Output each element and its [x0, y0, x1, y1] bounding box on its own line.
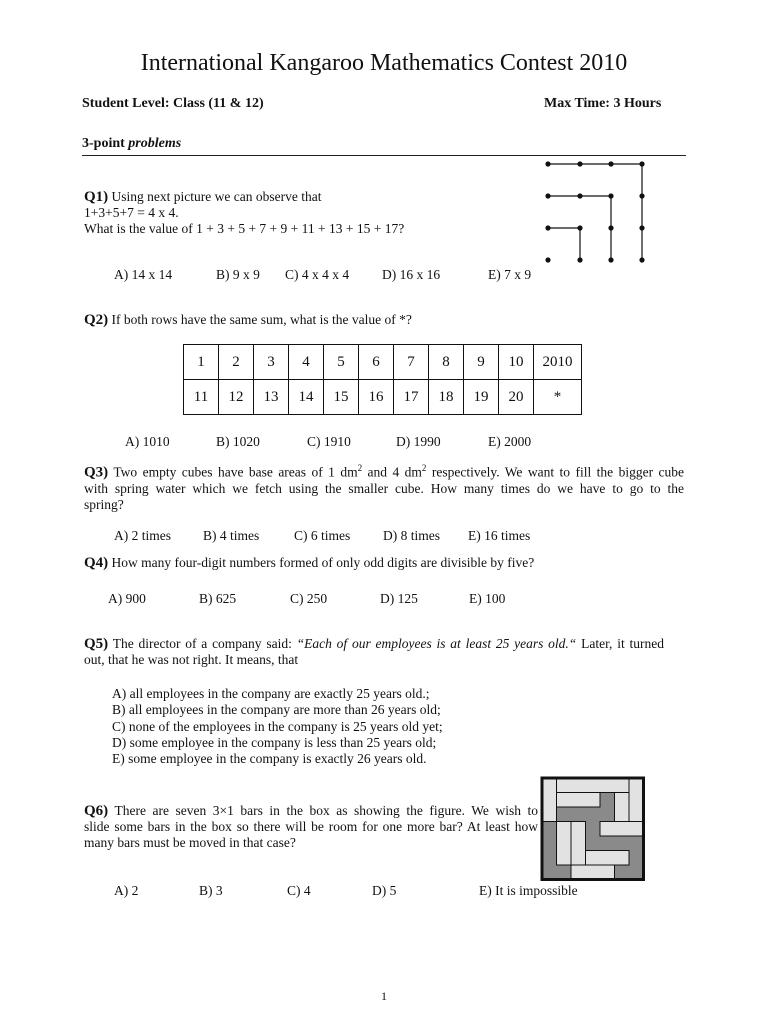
q3-text-c: respectively. We want to fill the bigger cube: [426, 464, 684, 480]
q6-option-d: D) 5: [372, 883, 397, 898]
q2-table-cell: 18: [429, 380, 464, 415]
bar: [557, 793, 601, 808]
q5-option-c: C) none of the employees in the company is 25 years old yet;: [112, 718, 443, 734]
q5-options: [112, 686, 443, 767]
q5-option-d: D) some employee in the company is less than 25 years old;: [112, 734, 437, 750]
q6-option-c: C) 4: [287, 883, 311, 898]
q5-line2: out, that he was not right. It means, that: [84, 652, 299, 667]
q4-number: Q4): [84, 555, 109, 571]
q2-table-cell: 9: [464, 345, 499, 380]
dot: [608, 161, 613, 166]
q5-quote: “Each of our employees is at least 25 years old.“: [296, 636, 577, 651]
q2-table-cell: 4: [289, 345, 324, 380]
q2-table-cell: 2010: [534, 345, 582, 380]
dot: [577, 225, 582, 230]
q3-line3: spring?: [84, 496, 124, 512]
q1-block: [84, 189, 404, 237]
q4-option-c: C) 250: [290, 591, 328, 606]
q3-option-e: E) 16 times: [468, 528, 531, 543]
q4-option-e: E) 100: [469, 591, 506, 606]
q2-table: [183, 344, 582, 415]
q1-option-c: C) 4 x 4 x 4: [285, 267, 350, 282]
q1-line3: What is the value of 1 + 3 + 5 + 7 + 9 + 11 + 13 + 15 + 17?: [84, 221, 405, 236]
q2-table-cell: 7: [394, 345, 429, 380]
dot: [545, 257, 550, 262]
section-heading: [82, 136, 181, 152]
q1-line2: 1+3+5+7 = 4 x 4.: [84, 205, 179, 220]
q2-table-cell: 10: [499, 345, 534, 380]
dot: [577, 161, 582, 166]
page-number: 1: [381, 989, 387, 1003]
q1-dot-figure: [540, 156, 650, 268]
dot: [545, 161, 550, 166]
q3-text-a: Two empty cubes have base areas of 1 dm: [113, 464, 358, 480]
q2-table-cell: 8: [429, 345, 464, 380]
q2-table-cell: 20: [499, 380, 534, 415]
bar: [600, 822, 644, 837]
q2-table-cell: 17: [394, 380, 429, 415]
dot: [639, 225, 644, 230]
q5-option-e: E) some employee in the company is exactly 26 years old.: [112, 751, 427, 767]
q5-number: Q5): [84, 636, 109, 652]
q2-table-cell: 19: [464, 380, 499, 415]
q6-line3: many bars must be moved in that case?: [84, 835, 296, 850]
q3-option-a: A) 2 times: [114, 528, 171, 543]
q2-table-cell: 11: [184, 380, 219, 415]
q2-table-cell: 16: [359, 380, 394, 415]
bar: [571, 822, 586, 866]
q3-sup2: 2: [421, 463, 427, 473]
bar: [586, 851, 630, 866]
q3-text-b: and 4 dm: [362, 464, 422, 480]
q6-line2: slide some bars in the box so there will be room for one more bar? At least how: [84, 819, 538, 834]
q4-option-a: A) 900: [108, 591, 146, 606]
q1-option-a: A) 14 x 14: [114, 267, 173, 282]
q3-number: Q3): [84, 464, 109, 481]
q3-line2: with spring water which we fetch using the smaller cube. How many times do we have to go to the: [84, 480, 684, 496]
dot: [577, 257, 582, 262]
dot: [608, 257, 613, 262]
q2-table-cell: 5: [324, 345, 359, 380]
q2-number: Q2): [84, 312, 109, 328]
q1-option-d: D) 16 x 16: [382, 267, 441, 282]
q2-table-cell: 14: [289, 380, 324, 415]
dot: [608, 193, 613, 198]
q6-number: Q6): [84, 803, 109, 819]
q2-option-c: C) 1910: [307, 434, 351, 449]
document-title: International Kangaroo Mathematics Contest 2010: [140, 50, 628, 76]
q2-option-d: D) 1990: [396, 434, 441, 449]
q2-table-row-2: [184, 380, 582, 415]
bar: [542, 778, 557, 822]
q1-option-b: B) 9 x 9: [216, 267, 260, 282]
q2-table-cell: 1: [184, 345, 219, 380]
q6-option-b: B) 3: [199, 883, 223, 898]
bar: [557, 822, 572, 866]
q2-table-cell: *: [534, 380, 582, 415]
q1-option-e: E) 7 x 9: [488, 267, 532, 282]
dot: [577, 193, 582, 198]
q3-block: [84, 460, 684, 513]
dot: [639, 193, 644, 198]
q6-option-e: E) It is impossible: [479, 883, 578, 898]
bar: [629, 778, 644, 822]
dot: [639, 257, 644, 262]
q6-line1: There are seven 3×1 bars in the box as showing the figure. We wish to: [114, 803, 538, 818]
q6-block: [84, 803, 538, 851]
q1-number: Q1): [84, 189, 109, 205]
bar: [557, 778, 630, 793]
dot: [545, 225, 550, 230]
dot: [608, 225, 613, 230]
q5-text-b: Later, it turned: [576, 636, 664, 651]
q3-option-c: C) 6 times: [294, 528, 351, 543]
q2-option-b: B) 1020: [216, 434, 260, 449]
q2-table-cell: 3: [254, 345, 289, 380]
q4-text: How many four-digit numbers formed of only odd digits are divisible by five?: [111, 555, 535, 570]
q4-block: [84, 555, 534, 571]
q2-table-cell: 13: [254, 380, 289, 415]
q5-option-b: B) all employees in the company are more than 26 years old;: [112, 702, 441, 718]
q5-option-a: A) all employees in the company are exactly 25 years old.;: [112, 686, 430, 701]
q2-table-cell: 12: [219, 380, 254, 415]
q2-option-a: A) 1010: [125, 434, 170, 449]
q4-option-b: B) 625: [199, 591, 237, 606]
q2-table-row-1: [184, 345, 582, 380]
q4-option-d: D) 125: [380, 591, 418, 606]
max-time: Max Time: 3 Hours: [544, 96, 662, 111]
q3-sup1: 2: [357, 463, 363, 473]
q6-bar-box-figure: [539, 775, 643, 879]
section-prefix: 3-point: [82, 136, 125, 151]
q1-line1: Using next picture we can observe that: [111, 189, 322, 204]
dot: [639, 161, 644, 166]
q3-option-b: B) 4 times: [203, 528, 260, 543]
q2-table-cell: 15: [324, 380, 359, 415]
q2-option-e: E) 2000: [488, 434, 532, 449]
bar: [571, 865, 615, 880]
q2-block: [84, 312, 412, 328]
student-level: Student Level: Class (11 & 12): [82, 96, 264, 111]
q2-table-cell: 6: [359, 345, 394, 380]
section-word: problems: [128, 136, 182, 151]
q6-option-a: A) 2: [114, 883, 139, 898]
q5-block: [84, 636, 664, 668]
q2-text: If both rows have the same sum, what is the value of *?: [111, 312, 412, 327]
q2-table-cell: 2: [219, 345, 254, 380]
q5-text-a: The director of a company said:: [112, 636, 297, 651]
dot: [545, 193, 550, 198]
q3-option-d: D) 8 times: [383, 528, 440, 543]
